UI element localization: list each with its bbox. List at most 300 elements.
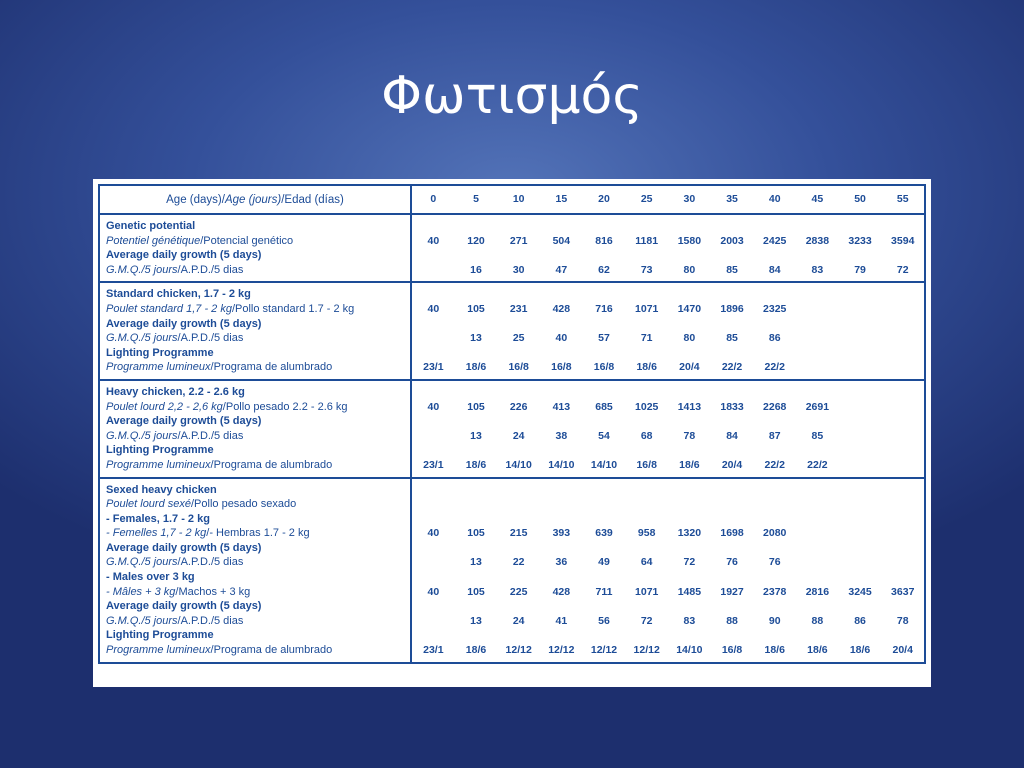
row-label-es: /A.P.D./5 dias <box>177 614 244 627</box>
value-cell: 3233 <box>848 234 872 247</box>
value-cell: 120 <box>467 234 485 247</box>
value-cell <box>455 248 498 263</box>
value-cell <box>711 414 754 429</box>
value-cell <box>839 599 882 614</box>
row-label <box>106 263 404 278</box>
value-cell <box>668 497 711 512</box>
value-row <box>412 287 924 302</box>
value-cell: 40 <box>427 585 440 598</box>
row-label <box>106 614 404 629</box>
value-cell <box>497 219 540 234</box>
value-cell: 2816 <box>805 585 830 598</box>
value-cell <box>540 512 583 527</box>
value-cell <box>497 599 540 614</box>
slide-title: Φωτισμός <box>381 66 643 126</box>
row-label-en: Average daily growth (5 days) <box>106 317 262 330</box>
value-cell: 23/1 <box>423 361 444 374</box>
value-cell: 30 <box>512 263 525 276</box>
age-header-cell: 35 <box>726 193 738 205</box>
value-cell <box>839 483 882 498</box>
value-cell: 685 <box>595 400 613 413</box>
value-cell <box>711 497 754 512</box>
value-cell: 23/1 <box>423 458 444 471</box>
value-cell: 78 <box>683 429 696 442</box>
value-cell <box>881 628 924 643</box>
value-cell: 40 <box>427 400 440 413</box>
value-cell <box>412 414 455 429</box>
value-cell <box>711 385 754 400</box>
value-cell: 41 <box>555 614 568 627</box>
value-cell <box>625 248 668 263</box>
value-row <box>412 360 924 375</box>
age-header-fr: Age (jours) <box>224 193 282 206</box>
value-cell <box>412 443 455 458</box>
value-cell: 1927 <box>720 585 744 598</box>
value-cell <box>839 512 882 527</box>
value-cell <box>796 360 839 375</box>
value-cell: 23/1 <box>423 644 444 657</box>
value-cell <box>839 317 882 332</box>
age-column-header <box>99 185 411 214</box>
value-cell: 40 <box>427 527 440 540</box>
row-label-fr: G.M.Q./5 jours <box>106 429 178 442</box>
value-cell <box>583 570 626 585</box>
age-header-cell: 55 <box>896 193 909 205</box>
value-cell: 1320 <box>677 527 702 540</box>
value-cell <box>625 443 668 458</box>
value-cell <box>412 599 455 614</box>
value-cell <box>839 443 882 458</box>
value-cell: 413 <box>552 400 571 413</box>
value-cell <box>711 287 754 302</box>
value-cell <box>839 555 882 570</box>
value-cell <box>753 317 796 332</box>
value-cell <box>412 555 455 570</box>
value-cell: 14/10 <box>548 458 575 471</box>
value-cell <box>796 317 839 332</box>
row-label-en: Average daily growth (5 days) <box>106 249 262 262</box>
value-cell: 20/4 <box>892 644 913 657</box>
row-label-es: /A.P.D./5 dias <box>177 429 244 442</box>
value-cell: 18/6 <box>465 458 487 471</box>
value-cell <box>753 483 796 498</box>
row-label-fr: Poulet lourd 2,2 - 2,6 kg <box>106 400 223 413</box>
value-cell: 16 <box>470 263 482 276</box>
value-cell <box>583 443 626 458</box>
row-label <box>106 555 404 570</box>
value-cell <box>839 346 882 361</box>
row-label-en: Sexed heavy chicken <box>106 483 217 496</box>
row-label-en: Lighting Programme <box>106 629 214 642</box>
age-values-row <box>412 186 924 213</box>
value-cell: 16/8 <box>721 644 743 657</box>
value-cell <box>540 628 583 643</box>
value-cell: 40 <box>555 332 568 345</box>
value-cell <box>668 443 711 458</box>
section-labels <box>99 478 411 663</box>
section-labels <box>99 282 411 380</box>
value-row <box>412 219 924 234</box>
row-label-en: - Females, 1.7 - 2 kg <box>106 512 210 525</box>
value-cell <box>796 526 839 541</box>
value-cell: 22/2 <box>807 458 828 471</box>
value-cell: 958 <box>637 527 656 540</box>
value-cell <box>796 443 839 458</box>
value-cell <box>625 219 668 234</box>
value-cell <box>796 541 839 556</box>
value-cell <box>796 483 839 498</box>
value-cell <box>668 346 711 361</box>
value-cell <box>668 219 711 234</box>
value-cell <box>412 346 455 361</box>
value-cell <box>839 302 882 317</box>
value-cell: 716 <box>595 302 613 315</box>
value-cell <box>753 385 796 400</box>
value-cell <box>455 512 498 527</box>
value-cell <box>839 287 882 302</box>
value-cell <box>583 219 626 234</box>
value-cell <box>881 483 924 498</box>
value-cell <box>625 317 668 332</box>
value-cell: 79 <box>854 263 866 276</box>
value-row <box>412 585 924 600</box>
value-cell: 13 <box>470 332 482 345</box>
value-cell <box>753 628 796 643</box>
age-values-header <box>411 185 925 214</box>
value-cell <box>583 599 626 614</box>
row-label <box>106 497 404 512</box>
value-cell: 271 <box>509 234 528 247</box>
value-cell <box>412 317 455 332</box>
value-cell <box>583 287 626 302</box>
value-cell: 1833 <box>720 400 744 413</box>
value-cell <box>540 287 583 302</box>
value-cell: 12/12 <box>505 644 532 657</box>
value-cell: 2325 <box>763 302 787 315</box>
value-cell <box>583 385 626 400</box>
row-label <box>106 346 404 361</box>
value-row <box>412 599 924 614</box>
value-cell <box>668 599 711 614</box>
value-cell: 428 <box>552 302 571 315</box>
value-cell <box>668 483 711 498</box>
value-cell <box>711 346 754 361</box>
value-cell <box>753 497 796 512</box>
value-row <box>412 570 924 585</box>
value-row <box>412 317 924 332</box>
value-cell: 1580 <box>677 234 702 247</box>
value-cell <box>753 599 796 614</box>
value-cell <box>839 360 882 375</box>
value-cell <box>711 443 754 458</box>
value-cell: 85 <box>726 332 738 345</box>
value-cell <box>796 628 839 643</box>
row-label-es: /Programa de alumbrado <box>210 644 333 657</box>
value-cell: 215 <box>509 527 528 540</box>
value-row <box>412 512 924 527</box>
value-cell: 18/6 <box>807 644 828 657</box>
value-row <box>412 331 924 346</box>
value-cell <box>540 443 583 458</box>
row-label-es: /Machos + 3 kg <box>175 585 251 598</box>
row-label <box>106 599 404 614</box>
row-label <box>106 443 404 458</box>
value-cell <box>881 302 924 317</box>
value-row <box>412 429 924 444</box>
value-cell: 18/6 <box>764 644 785 657</box>
value-row <box>412 614 924 629</box>
value-cell <box>796 599 839 614</box>
value-cell <box>668 317 711 332</box>
row-label-fr: Potentiel génétique <box>106 234 201 247</box>
value-cell <box>839 400 882 415</box>
value-cell <box>625 570 668 585</box>
value-cell <box>583 346 626 361</box>
value-cell <box>668 414 711 429</box>
value-cell: 14/10 <box>590 458 618 471</box>
section-values <box>411 478 925 663</box>
value-cell <box>796 219 839 234</box>
value-row <box>412 385 924 400</box>
value-cell: 38 <box>555 429 568 442</box>
row-label <box>106 248 404 263</box>
row-label-es: /A.P.D./5 dias <box>177 556 244 569</box>
value-row <box>412 483 924 498</box>
value-cell <box>668 570 711 585</box>
value-cell <box>839 414 882 429</box>
value-cell <box>881 443 924 458</box>
value-cell <box>881 346 924 361</box>
table-body <box>99 214 925 663</box>
value-row <box>412 458 924 473</box>
value-cell: 105 <box>467 527 485 540</box>
value-cell: 76 <box>768 556 781 569</box>
row-label <box>106 219 404 234</box>
row-label <box>106 414 404 429</box>
section-values <box>411 380 925 478</box>
value-row <box>412 302 924 317</box>
value-cell: 83 <box>811 263 824 276</box>
value-row <box>412 248 924 263</box>
value-cell: 18/6 <box>849 644 871 657</box>
row-label-es: /Potencial genético <box>200 234 294 247</box>
value-cell: 80 <box>683 263 696 276</box>
value-cell <box>412 483 455 498</box>
value-cell <box>412 614 455 629</box>
value-row <box>412 414 924 429</box>
value-cell: 1071 <box>635 585 659 598</box>
value-cell <box>412 497 455 512</box>
value-cell <box>497 443 540 458</box>
value-cell <box>412 429 455 444</box>
value-cell <box>625 346 668 361</box>
value-cell <box>711 599 754 614</box>
value-cell: 1470 <box>677 302 702 315</box>
value-cell: 16/8 <box>593 361 615 374</box>
value-cell <box>497 317 540 332</box>
row-label-en: Standard chicken, 1.7 - 2 kg <box>106 288 251 301</box>
value-cell: 54 <box>598 429 610 442</box>
value-cell: 78 <box>896 614 909 627</box>
value-cell: 84 <box>768 263 781 276</box>
value-cell <box>839 628 882 643</box>
value-row <box>412 497 924 512</box>
value-cell <box>839 497 882 512</box>
row-label-en: Average daily growth (5 days) <box>106 415 262 428</box>
value-cell <box>625 483 668 498</box>
value-cell <box>881 248 924 263</box>
value-cell <box>753 346 796 361</box>
row-label <box>106 360 404 375</box>
value-cell <box>711 628 754 643</box>
value-cell <box>455 317 498 332</box>
section-labels <box>99 214 411 282</box>
value-cell <box>796 248 839 263</box>
value-cell: 14/10 <box>505 458 532 471</box>
value-cell <box>881 570 924 585</box>
section-values <box>411 282 925 380</box>
table-section-row <box>99 214 925 282</box>
row-label <box>106 317 404 332</box>
value-cell <box>625 541 668 556</box>
value-cell <box>583 248 626 263</box>
value-cell: 2080 <box>763 527 787 540</box>
row-label-fr: - Femelles 1,7 - 2 kg <box>106 527 207 540</box>
value-cell <box>839 248 882 263</box>
age-header-cell: 20 <box>598 193 610 205</box>
value-cell: 64 <box>640 556 653 569</box>
value-cell: 105 <box>467 585 485 598</box>
value-cell <box>881 385 924 400</box>
value-cell: 13 <box>470 556 482 569</box>
value-cell <box>625 599 668 614</box>
value-cell <box>881 400 924 415</box>
value-row <box>412 234 924 249</box>
row-label <box>106 570 404 585</box>
value-cell: 20/4 <box>679 361 700 374</box>
value-cell: 2425 <box>763 234 787 247</box>
value-cell: 1896 <box>720 302 744 315</box>
value-cell <box>455 483 498 498</box>
value-cell <box>753 541 796 556</box>
row-label-es: /Pollo pesado 2.2 - 2.6 kg <box>222 400 348 413</box>
value-cell: 76 <box>726 556 738 569</box>
value-cell <box>753 219 796 234</box>
value-cell <box>455 414 498 429</box>
value-cell <box>839 458 882 473</box>
row-label <box>106 483 404 498</box>
value-cell <box>540 541 583 556</box>
value-cell <box>412 219 455 234</box>
value-cell: 12/12 <box>633 644 660 657</box>
value-cell: 13 <box>470 429 482 442</box>
value-row <box>412 400 924 415</box>
value-cell <box>497 497 540 512</box>
value-cell <box>583 628 626 643</box>
value-cell <box>455 628 498 643</box>
row-label-es: /Pollo pesado sexado <box>191 498 297 511</box>
age-header-en: Age (days)/ <box>166 193 225 206</box>
value-cell <box>455 443 498 458</box>
age-header-es: /Edad (días) <box>281 193 344 206</box>
value-cell <box>881 599 924 614</box>
value-cell <box>881 458 924 473</box>
value-cell: 18/6 <box>465 644 487 657</box>
value-cell <box>668 248 711 263</box>
row-label-en: - Males over 3 kg <box>106 571 195 584</box>
value-cell: 56 <box>598 614 610 627</box>
row-label <box>106 234 404 249</box>
value-cell: 16/8 <box>508 361 529 374</box>
value-cell <box>540 219 583 234</box>
value-cell: 88 <box>726 614 738 627</box>
value-row <box>412 263 924 278</box>
row-label-fr: - Mâles + 3 kg <box>106 585 176 598</box>
value-cell <box>881 526 924 541</box>
value-cell: 504 <box>552 234 571 247</box>
value-cell <box>625 497 668 512</box>
value-cell <box>711 248 754 263</box>
value-cell <box>796 287 839 302</box>
value-cell: 71 <box>640 332 653 345</box>
value-cell <box>881 219 924 234</box>
value-cell <box>839 429 882 444</box>
value-cell: 2691 <box>805 400 830 413</box>
value-cell <box>540 346 583 361</box>
value-cell: 88 <box>811 614 824 627</box>
value-cell <box>540 414 583 429</box>
value-cell: 105 <box>467 400 485 413</box>
row-label-fr: G.M.Q./5 jours <box>106 614 178 627</box>
value-cell <box>753 570 796 585</box>
value-cell <box>796 555 839 570</box>
value-cell <box>753 248 796 263</box>
value-cell <box>839 526 882 541</box>
row-label <box>106 458 404 473</box>
value-cell: 22/2 <box>721 361 743 374</box>
value-cell <box>540 599 583 614</box>
value-cell <box>881 360 924 375</box>
row-label-fr: Programme lumineux <box>106 644 211 657</box>
growth-table-frame <box>93 179 931 687</box>
value-cell: 18/6 <box>465 361 487 374</box>
value-cell <box>711 317 754 332</box>
row-label-en: Lighting Programme <box>106 346 214 359</box>
value-cell <box>711 541 754 556</box>
value-cell: 24 <box>512 429 525 442</box>
value-cell: 3594 <box>891 234 915 247</box>
value-cell <box>455 541 498 556</box>
table-section-row <box>99 380 925 478</box>
value-cell <box>412 248 455 263</box>
value-cell <box>412 541 455 556</box>
value-cell: 12/12 <box>548 644 575 657</box>
age-header-cell: 5 <box>473 193 479 205</box>
row-label <box>106 385 404 400</box>
row-label-en: Lighting Programme <box>106 444 214 457</box>
value-cell <box>412 263 455 278</box>
value-cell <box>668 287 711 302</box>
section-labels <box>99 380 411 478</box>
value-cell: 639 <box>595 527 613 540</box>
row-label-es: /- Hembras 1.7 - 2 kg <box>206 527 310 540</box>
row-label-en: Average daily growth (5 days) <box>106 541 262 554</box>
value-cell <box>668 385 711 400</box>
value-cell <box>881 555 924 570</box>
row-label <box>106 526 404 541</box>
value-cell: 226 <box>509 400 528 413</box>
value-cell <box>668 628 711 643</box>
